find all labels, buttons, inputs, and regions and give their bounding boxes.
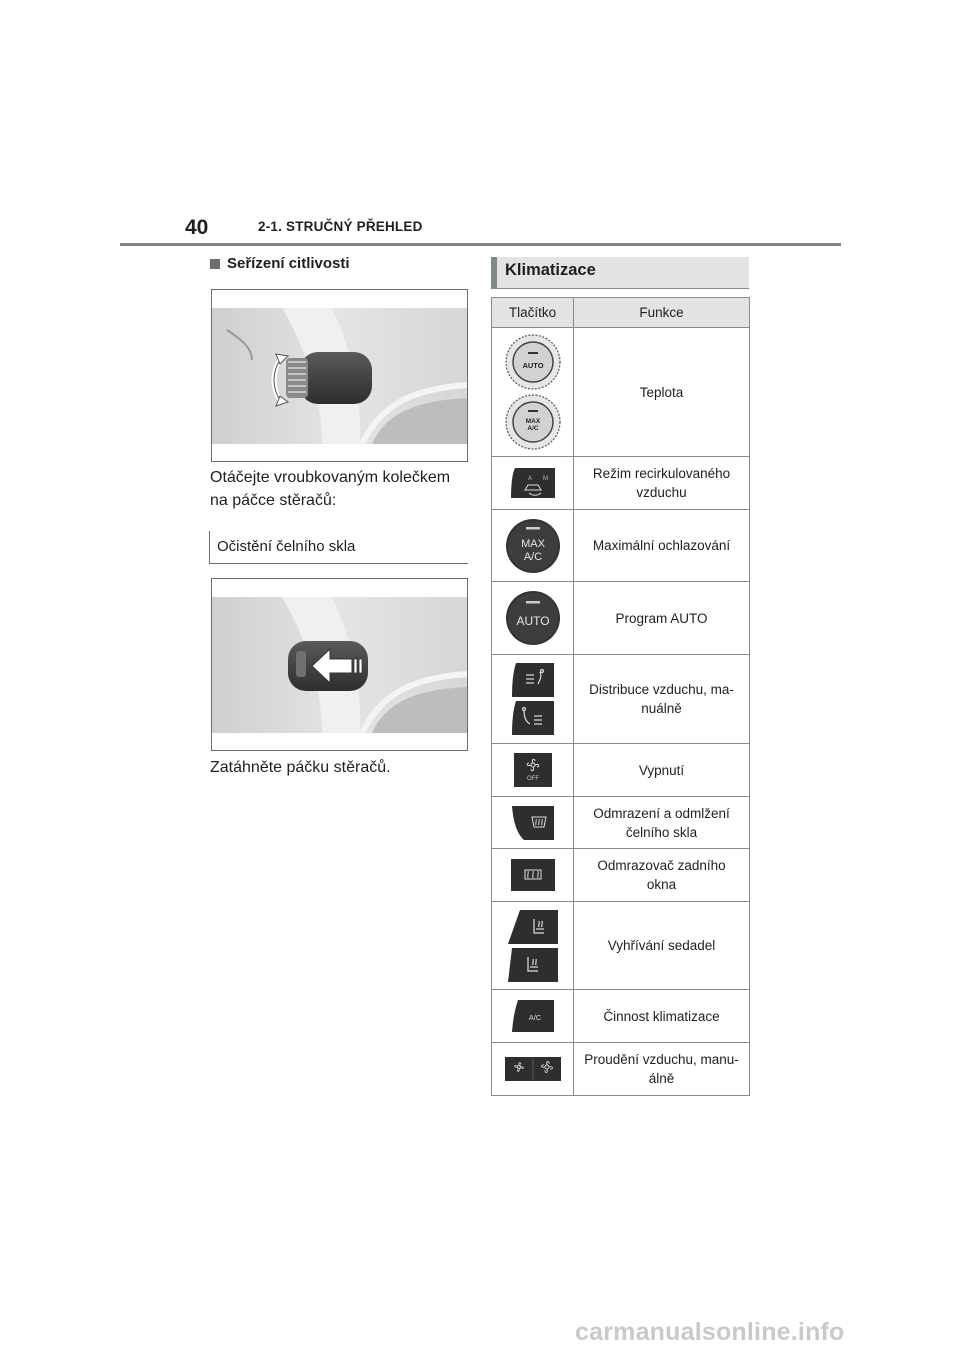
seat-heating-cell [492, 902, 574, 990]
klimatizace-heading: Klimatizace [491, 257, 749, 289]
table-row [492, 582, 750, 655]
function-text: Maximální ochlazování [592, 538, 731, 553]
function-text-line1: Proudění vzduchu, manu- [584, 1052, 739, 1067]
seat-heating-upper-button-icon [506, 909, 560, 945]
table-row [492, 902, 750, 990]
function-text-line2: álně [648, 1071, 675, 1086]
callout-windshield-cleaning: Očistění čelního skla [209, 531, 468, 564]
svg-text:A/C: A/C [526, 425, 539, 432]
svg-text:M: M [542, 476, 548, 482]
fan-speed-cell [492, 1043, 574, 1096]
table-row [492, 849, 750, 902]
function-text-line1: Režim recirkulovaného [592, 466, 731, 481]
table-row [492, 328, 750, 457]
svg-text:MAX: MAX [525, 418, 540, 425]
function-text: Činnost klimatizace [603, 1008, 720, 1024]
max-ac-cell [492, 510, 574, 582]
function-text-line1: Distribuce vzduchu, ma- [589, 682, 734, 697]
table-row [492, 990, 750, 1043]
recirculation-cell [492, 457, 574, 510]
function-text: Vyhřívání sedadel [607, 938, 716, 953]
svg-text:A/C: A/C [523, 550, 542, 563]
svg-text:AUTO: AUTO [521, 361, 544, 370]
subheading-label: Seřízení citlivosti [227, 255, 350, 272]
svg-text:A/C: A/C [528, 1013, 541, 1022]
temperature-dial-max-ac-icon [504, 393, 562, 451]
function-cell [574, 328, 750, 457]
table-row [492, 797, 750, 849]
table-header-row [492, 298, 750, 328]
function-cell [574, 1043, 750, 1096]
air-distribution-lower-button-icon [510, 700, 556, 736]
function-text-line2: okna [646, 877, 677, 892]
off-button-icon [513, 752, 553, 788]
max-ac-button-icon [506, 517, 560, 575]
function-text-line2: vzduchu [636, 485, 687, 500]
function-text-line2: nuálně [641, 701, 682, 716]
table-row [492, 744, 750, 797]
function-cell [574, 849, 750, 902]
square-bullet-icon [210, 259, 220, 269]
air-distribution-cell [492, 655, 574, 744]
header-divider [120, 243, 841, 246]
table-row [492, 457, 750, 510]
function-cell [574, 902, 750, 990]
function-text-line2: čelního skla [625, 824, 698, 840]
function-cell [574, 510, 750, 582]
off-cell [492, 744, 574, 797]
fan-speed-buttons-icon [504, 1056, 562, 1082]
seat-heating-lower-button-icon [506, 947, 560, 983]
function-cell [574, 457, 750, 510]
auto-button-icon [506, 589, 560, 647]
svg-text:AUTO: AUTO [515, 614, 550, 628]
function-cell [574, 744, 750, 797]
col-header-button: Tlačítko [492, 298, 574, 328]
auto-cell [492, 582, 574, 655]
instruction-rotate-line2: na páčce stěračů: [210, 492, 337, 509]
function-text-line1: Odmrazení a odmlžení [593, 805, 730, 821]
table-row [492, 510, 750, 582]
svg-text:MAX: MAX [520, 537, 545, 550]
windshield-defrost-button-icon [510, 805, 556, 841]
function-cell [574, 990, 750, 1043]
svg-text:OFF: OFF [526, 776, 539, 782]
function-text: Teplota [639, 384, 684, 400]
wiper-pull-illustration [211, 578, 468, 751]
svg-text:A: A [527, 476, 532, 482]
temperature-dial-auto-icon [504, 333, 562, 391]
rear-defrost-button-icon [510, 858, 556, 892]
ac-cell [492, 990, 574, 1043]
function-cell [574, 582, 750, 655]
instruction-pull: Zatáhněte páčku stěračů. [210, 759, 391, 776]
climate-controls-table [491, 297, 750, 1096]
wiper-wheel-illustration [211, 289, 468, 462]
table-row [492, 1043, 750, 1096]
table-row [492, 655, 750, 744]
rear-defrost-cell [492, 849, 574, 902]
subheading-sensitivity [210, 255, 350, 272]
windshield-defrost-cell [492, 797, 574, 849]
recirculation-button-icon [509, 466, 557, 500]
watermark: carmanualsonline.info [575, 1318, 845, 1346]
function-cell [574, 655, 750, 744]
function-cell [574, 797, 750, 849]
instruction-rotate [210, 466, 450, 512]
page-number: 40 [185, 216, 209, 239]
function-text: Vypnutí [638, 762, 685, 778]
section-title: 2-1. STRUČNÝ PŘEHLED [258, 219, 423, 234]
function-text-line1: Odmrazovač zadního [597, 858, 726, 873]
col-header-function: Funkce [574, 298, 750, 328]
temperature-dials-cell [492, 328, 574, 457]
air-distribution-upper-button-icon [510, 662, 556, 698]
ac-button-icon [510, 999, 556, 1033]
function-text: Program AUTO [615, 610, 708, 626]
instruction-rotate-line1: Otáčejte vroubkovaným kolečkem [210, 469, 451, 486]
